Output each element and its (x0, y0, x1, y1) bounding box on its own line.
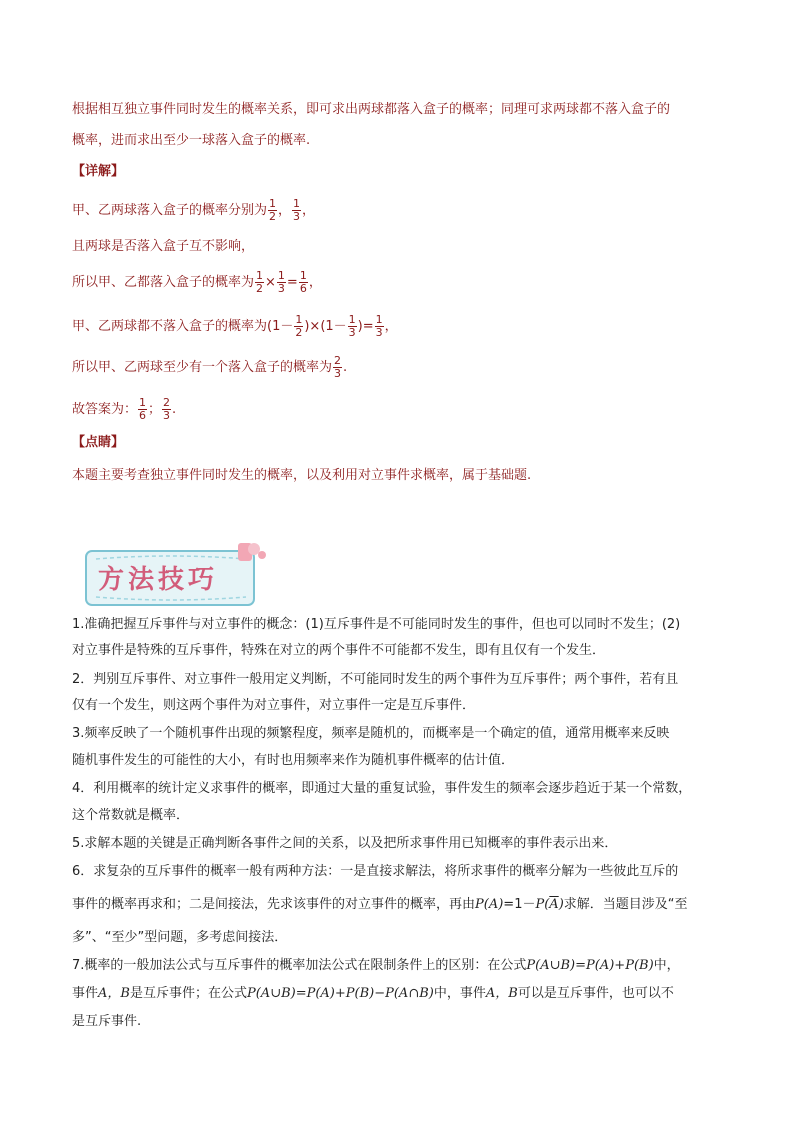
detail-line-3-text: 所以甲、乙都落入盒子的概率为 (72, 275, 255, 290)
comment-heading: 【点睛】 (72, 435, 125, 450)
tip-2a: 2．判别互斥事件、对立事件一般用定义判断，不可能同时发生的两个事件为互斥事件；两个事件，若有且 (72, 672, 679, 687)
tip-6a: 6．求复杂的互斥事件的概率一般有两种方法：一是直接求解法，将所求事件的概率分解为一些彼此互斥的 (72, 864, 679, 879)
tip-7b: 事件A，B是互斥事件；在公式P(A∪B)=P(A)+P(B)−P(A∩B)中，事件A，B可以是互斥事件，也可以不 (72, 986, 674, 1001)
fraction-third: $\frac{1}{3}$ (293, 197, 301, 223)
analysis-line-2: 概率，进而求出至少一球落入盒子的概率. (72, 133, 311, 148)
answer-label: 故答案为： (72, 402, 138, 417)
tip-2b: 仅有一个发生，则这两个事件为对立事件，对立事件一定是互斥事件． (72, 698, 476, 713)
fraction-half: $\frac{1}{2}$ (256, 269, 264, 295)
detail-line-3: 所以甲、乙都落入盒子的概率为 $\frac{1}{2}$ × $\frac{1}{3}$ = $\frac{1}{6}$ ， (72, 269, 322, 295)
analysis-line-1: 根据相互独立事件同时发生的概率关系，即可求出两球都落入盒子的概率；同理可求两球都不落入盒子的 (72, 102, 671, 117)
detail-line-4: 甲、乙两球都不落入盒子的概率为(1－ $\frac{1}{2}$ )×(1－ $\frac{1}{3}$ )= $\frac{1}{3}$ ， (72, 313, 398, 339)
formula-pa: P(A) (475, 897, 504, 912)
fraction-two-thirds: $\frac{2}{3}$ (163, 396, 171, 422)
banner-title: 方法技巧 (98, 565, 219, 595)
tip-7a-text: 7.概率的一般加法公式与互斥事件的概率加法公式在限制条件上的区别：在公式 (72, 958, 527, 973)
tip-7c: 是互斥事件. (72, 1014, 142, 1029)
detail-line-5: 所以甲、乙两球至少有一个落入盒子的概率为 $\frac{2}{3}$ . (72, 354, 348, 380)
tip-4b: 这个常数就是概率． (72, 808, 190, 823)
fraction-third: $\frac{1}{3}$ (348, 313, 356, 339)
detail-answer: 故答案为： $\frac{1}{6}$ ； $\frac{2}{3}$ . (72, 396, 177, 422)
tip-1a: 1.准确把握互斥事件与对立事件的概念：(1)互斥事件是不可能同时发生的事件，但也可以同时不发生；(2) (72, 617, 681, 632)
fraction-two-thirds: $\frac{2}{3}$ (334, 354, 342, 380)
fraction-half: $\frac{1}{2}$ (295, 313, 303, 339)
tip-3b: 随机事件发生的可能性的大小，有时也用频率来作为随机事件概率的估计值． (72, 753, 515, 768)
detail-line-1: 甲、乙两球落入盒子的概率分别为 $\frac{1}{2}$ ， $\frac{1}{3}$ ， (72, 197, 316, 223)
formula-exclusive-add: P(A∪B)=P(A)+P(B) (526, 958, 654, 973)
comment-text: 本题主要考查独立事件同时发生的概率，以及利用对立事件求概率，属于基础题. (72, 468, 532, 483)
tip-3a: 3.频率反映了一个随机事件出现的频繁程度，频率是随机的，而概率是一个确定的值，通常用概率来反映 (72, 726, 670, 741)
detail-heading: 【详解】 (72, 164, 125, 179)
detail-line-5-text: 所以甲、乙两球至少有一个落入盒子的概率为 (72, 360, 333, 375)
detail-line-1-text: 甲、乙两球落入盒子的概率分别为 (72, 203, 268, 218)
detail-line-2: 且两球是否落入盒子互不影响， (72, 239, 255, 254)
detail-line-4-text: 甲、乙两球都不落入盒子的概率为 (72, 319, 268, 334)
tip-4a: 4．利用概率的统计定义求事件的概率，即通过大量的重复试验，事件发生的频率会逐步趋近于某一个常数， (72, 781, 692, 796)
fraction-sixth: $\frac{1}{6}$ (139, 396, 147, 422)
tip-7a: 7.概率的一般加法公式与互斥事件的概率加法公式在限制条件上的区别：在公式P(A∪B)=P(A)+P(B)中， (72, 958, 680, 973)
tip-5: 5.求解本题的关键是正确判断各事件之间的关系，以及把所求事件用已知概率的事件表示出来． (72, 836, 618, 851)
tip-6c: 多”、“至少”型问题，多考虑间接法． (72, 930, 288, 945)
fraction-half: $\frac{1}{2}$ (269, 197, 277, 223)
method-banner (82, 541, 272, 611)
tip-1b: 对立事件是特殊的互斥事件，特殊在对立的两个事件不可能都不发生，即有且仅有一个发生． (72, 643, 606, 658)
fraction-sixth: $\frac{1}{6}$ (299, 269, 307, 295)
tip-6b: 事件的概率再求和；二是间接法，先求该事件的对立事件的概率，再由$P(A)=1-P(\overline{A})$求解．当题目涉及“至 (72, 897, 688, 912)
formula-a-complement: $\overline{A}$ (549, 897, 559, 912)
fraction-third-result: $\frac{1}{3}$ (375, 313, 383, 339)
formula-general-add: P(A∪B)=P(A)+P(B)−P(A∩B) (246, 986, 434, 1001)
fraction-third: $\frac{1}{3}$ (277, 269, 285, 295)
tip-6b-text: 事件的概率再求和；二是间接法，先求该事件的对立事件的概率，再由 (72, 897, 476, 912)
